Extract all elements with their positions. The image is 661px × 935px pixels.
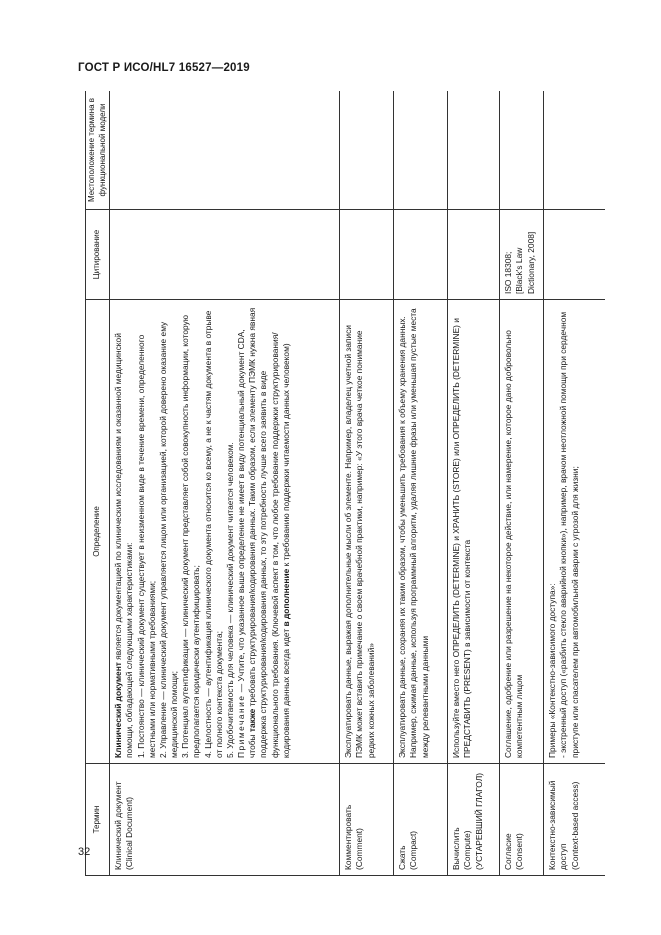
definition-text: является документацией по клиническим исследованиям и оказанной медицинской помощи, обладающей следующими характеристиками: [113,333,135,758]
definition-cell: Соглашение, одобрение или разрешение на некоторое действие, или намерение, которое дано добровольно компетентным лицом [500,300,544,764]
definition-text: - экстренный доступ («разбить стекло аварийной кнопки»), например, врачом неотложной помощи при сердечном приступе или спасателем при автомобильной аварии с угрозой для жизни; [558,311,580,758]
table-row [394,91,448,876]
table-row [340,91,394,876]
citation-cell [394,210,448,300]
definition-text [113,305,135,758]
column-header-definition: Определение [86,300,110,764]
location-cell [340,91,394,210]
table-row [110,91,340,876]
definition-cell: Используйте вместо него ОПРЕДЕЛИТЬ (DETERMINE) и ХРАНИТЬ (STORE) или ОПРЕДЕЛИТЬ (DETERMINE) и ПРЕДСТАВИТЬ (PRESENT) в зависимости от контекста [448,300,500,764]
note-text: к требованию поддержки читаемости данных человеком) [280,343,291,569]
term-text: (Compact) [408,830,419,870]
citation-cell [110,210,340,300]
term-cell [500,764,544,876]
location-cell [500,91,544,210]
rotated-table-content [85,91,605,876]
definition-cell: Эксплуатировать данные, выражая дополнительные мысли об элементе. Например, владелец учетной записи ПЭМК может вставить примечание о своем врачебной практики, например: «У этого врача четкое понимание редких кожных заболеваний» [340,300,394,764]
citation-text: ISO 18308; [503,251,514,294]
term-text: доступ [558,843,569,870]
note-label: Примечание [236,694,247,758]
term-text: Согласие [503,833,514,870]
table-row [544,91,605,876]
definition-item: 4. Целостность — аутентификация клинического документа относится ко всему, а не к частям документа в отрыве от полного контекста документа; [202,310,224,758]
column-header-citation: Цитирование [86,210,110,300]
term-text: (Compute) [462,830,473,870]
citation-cell [544,210,605,300]
term-text: (Comment) [354,828,365,870]
location-cell [110,91,340,210]
definition-cell: Эксплуатировать данные, сохраняя их таким образом, чтобы уменьшить требования к объему хранения данных. Например, сжимая данные, используя программный алгоритм, удаляя лишние фразы или уменьшая пустые места между релевантными данными [394,300,448,764]
column-header-location: Местоположение термина в функциональной модели [86,91,110,210]
definition-cell [110,300,340,764]
note-text: — Учтите, что указанное выше определение не имеет в виду потенциальный документ CDA, чтобы [236,329,258,758]
term-cell [448,764,500,876]
location-cell [448,91,500,210]
definition-item: 3. Потенциал аутентификации — клинический документ представляет собой совокупность информации, которую предполагается юридически аутентифицировать; [180,314,202,758]
definition-text: Примеры «Контекстно-зависимого доступа»: [547,583,558,758]
citation-cell [500,210,544,300]
location-cell [394,91,448,210]
page-title: ГОСТ Р ИСО/HL7 16527—2019 [78,62,250,74]
table-header-row [86,91,110,876]
citation-cell [340,210,394,300]
note-bold: в дополнение [280,568,291,627]
term-text: (Context-based access) [569,781,580,870]
term-text: Сжать [397,845,408,870]
term-text: (УСТАРЕВШИЙ ГЛАГОЛ) [473,772,484,870]
definition-item: 1. Постоянство — клинический документ существует в неизменном виде в течение времени, определенного местными или нормативными требованиями; [135,334,157,758]
location-cell [544,91,605,210]
citation-text: [Black's Law [514,247,525,294]
term-cell [110,764,340,876]
terms-table [85,91,605,876]
note-bold: также [247,708,258,733]
definition-item: 5. Удобочитаемость для человека — клинический документ читается человеком. [224,442,235,758]
bold-term: Клинический документ [113,662,124,758]
definition-cell [544,300,605,764]
term-text: Контекстно-зависимый [547,780,558,870]
term-cell [544,764,605,876]
table-row [448,91,500,876]
column-header-term: Термин [86,764,110,876]
definition-note [236,305,292,758]
term-text: (Clinical Document) [124,796,135,870]
note-text: требовать структурирования/кодирования данных. Таким образом, если элементу ПЭМК нужна явная поддержка структурирования/кодирования данных, то эту потребность лучше всего заявить в виде функционального требования. (Ключевой аспект в том, что любое требование поддержки структурирования/кодирования данных всегда идет [247,307,291,758]
term-text: (Consent) [514,833,525,870]
definition-item: 2. Управление — клинический документ управляется лицом или организацией, которой доверено оказание ему медицинской помощи; [157,321,180,758]
term-text: Клинический документ [113,781,124,870]
term-text: Вычислить [451,827,462,870]
term-cell [340,764,394,876]
citation-cell [448,210,500,300]
citation-text: Dictionary, 2008] [525,231,536,294]
rotated-table-frame [85,91,605,876]
page-number: 32 [78,846,91,858]
term-cell [394,764,448,876]
term-text: Комментировать [343,804,354,870]
table-row [500,91,544,876]
